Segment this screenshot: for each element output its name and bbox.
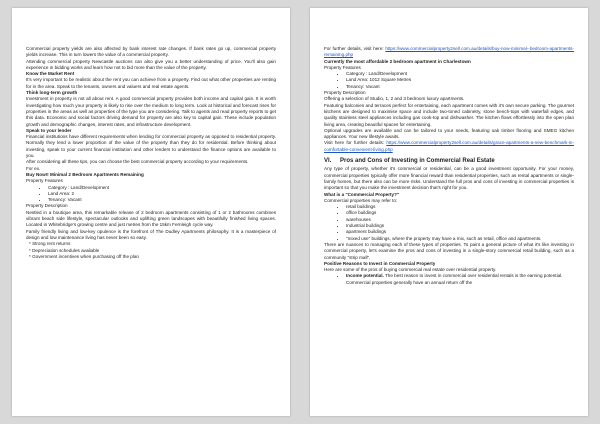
paragraph: Offering a selection of Studio, 1, 2 and 3 bedroom luxury apartments. — [324, 96, 465, 102]
list-item: • Industrial buildings — [346, 223, 574, 229]
section-heading: What is a "Commercial Property?" — [324, 191, 400, 197]
paragraph: Nestled in a boutique area, this remarkable release of 2 bedroom apartments consisting of 1 or 2 bathrooms combines vibrant beach side lifestyle, spectacular outlooks and uplifting green landscapes with beautifully finished living spaces. Located in Whitebridge's growing centre and just metres from the 15km Fernleigh cycle way. — [26, 209, 276, 228]
paragraph: Optional upgrades are available and can be tailored to your needs, featuring oak timber flooring and SMEG kitchen appliances. Your new lifestyle awaits. — [324, 127, 574, 140]
features-label: Property Features — [324, 64, 361, 70]
heading-number: VI. — [324, 158, 332, 165]
paragraph: It's very important to be realistic about the rent you can achieve from a property. Find out what other properties are renting for in the area. Speak to the tenants, owners and valuers and real estate agents. — [26, 77, 276, 89]
listing-link[interactable]: https://www.commercialproperty2sell.com.au/details/buy-now-minimal--bedroom-apartments-remaining.php — [324, 46, 574, 58]
paragraph: After considering all these tips, you can choose the best commercial property according to your requirements. — [26, 159, 249, 165]
feature-list — [26, 185, 276, 204]
list-item — [346, 273, 574, 286]
description-label: Property Description — [324, 90, 366, 96]
listing-title: Buy Now!! Minimal 2 Bedroom Apartments Remaining — [26, 171, 144, 177]
paragraph: Here are some of the pros of buying commercial real estate over residential property. — [324, 267, 497, 273]
listing-link[interactable]: https://www.commercialproperty2sell.com.au/details/grace-apartments-a-new-benchmark-in-comfortable-convenient-living.php — [324, 140, 574, 152]
list-item: • retail buildings — [346, 204, 574, 210]
further-details — [324, 46, 574, 59]
paragraph: Attending commercial property Newcastle auctions can also give you a better understanding of price. You'll also gain experience in bidding works and learn how not to bid more than the value of the property. — [26, 58, 276, 70]
list-item: • "mixed use" buildings, where the property may have a mix, such as retail, office and apartments. — [346, 236, 574, 242]
paragraph: There are nuances to managing each of these types of properties. To paint a general picture of what it's like investing in commercial property, let's examine the pros and cons of investing in a single-story commercial retail building, such as a community "strip mall". — [324, 241, 574, 260]
document-page-left — [12, 8, 290, 416]
paragraph: Family friendly living and low-key opulence is the forefront of The Dudley Apartments philosophy. It is a masterpiece of design and low maintenance living has never been so easy. — [26, 228, 276, 240]
pros-list — [324, 273, 574, 286]
property-type-list — [324, 204, 574, 242]
section-heading: Know the Market Rent — [26, 71, 75, 77]
section-heading: Positive Reasons to Invest in Commercial Property — [324, 260, 436, 266]
features-label: Property Features — [26, 178, 63, 184]
list-item: • Land Area: 2 — [48, 191, 276, 197]
list-item: • Land Area: 1012 Square Metres — [346, 77, 574, 83]
further-details-text: For further details, visit here: — [324, 46, 384, 51]
star-item: * Strong rent returns — [29, 241, 71, 247]
list-item: • Category : Land/Development — [346, 71, 574, 77]
chapter-heading — [324, 158, 574, 164]
pro-text: The best reason to invest in commercial over residential rentals is the earning potential. Commercial properties generally have an annual return off the — [346, 273, 563, 285]
section-heading: Speak to your lender — [26, 127, 72, 133]
description-label: Property Description — [26, 203, 68, 209]
list-item: • Tenancy: Vacant — [346, 84, 574, 90]
list-item: • apartment buildings — [346, 229, 574, 235]
paragraph: For ex. — [26, 165, 41, 171]
paragraph: Investment in property is not all about rent. A good commercial property provides both income and capital gain. It is worth investigating how much your property is likely to rise over the medium to long term. Look at historical and forecast rises for properties in the areas as well as properties of the type you are considering. Talk to agents and read property reports to get this data. Economic and social factors driving demand for property are also key to capital gain. These include population growth and demographic changes, interest rates, and infrastructure development. — [26, 96, 276, 127]
paragraph: Any type of property, whether it's commercial or residential, can be a good investment opportunity. For your money, commercial properties typically offer more financial reward than residential properties, such as rental apartments or single-family homes, but there also can be more risks. Understand the full pros and cons of investing in commercial properties is important so that you make the investment decision that's right for you. — [324, 166, 574, 191]
paragraph: Financial institutions have different requirements when lending for commercial property as opposed to residential property. Normally they lend a lower proportion of the value of the property than they do for residential. Before thinking about investing, speak to your current financial institution and other lenders to understand the finance options are available to you. — [26, 134, 276, 159]
paragraph: Commercial properties may refer to: — [324, 197, 398, 203]
star-item: * Depreciation schedules available — [29, 247, 100, 253]
pro-label: Income potential. — [346, 273, 384, 279]
star-item: * Government incentives when purchasing off the plan — [29, 253, 139, 259]
paragraph: Commercial property yields are also affected by bank interest rate changes. If bank rates go up, commercial property yields increase. This in turn lowers the value of a commercial property. — [26, 46, 276, 58]
further-details-text: Visit here for further details: — [324, 140, 385, 146]
heading-text: Pros and Cons of Investing in Commercial Real Estate — [340, 158, 495, 165]
document-page-right — [310, 8, 588, 416]
paragraph: Featuring balconies and terraces perfect for entertaining, each apartment comes with it's own secure parking. The gourmet kitchens are designed to maximise space and include two-toned cabinetry, stone bench-tops with waterfall edges, and quality stainless steel appliances including gas cook-top and dishwasher. The kitchen flows effortlessly into the open plan living area, creating beautiful spaces for entertaining. — [324, 102, 574, 127]
list-item: • Tenancy: Vacant — [48, 197, 276, 203]
further-details — [324, 140, 574, 153]
list-item: • office buildings — [346, 210, 574, 216]
list-item: • Category : Land/Development — [48, 185, 276, 191]
feature-list — [324, 71, 574, 90]
listing-title: Currently the most affordable 2 bedroom apartment in Charlestown — [324, 58, 471, 64]
section-heading: Think long-term growth — [26, 90, 78, 96]
list-item: • warehouses — [346, 217, 574, 223]
